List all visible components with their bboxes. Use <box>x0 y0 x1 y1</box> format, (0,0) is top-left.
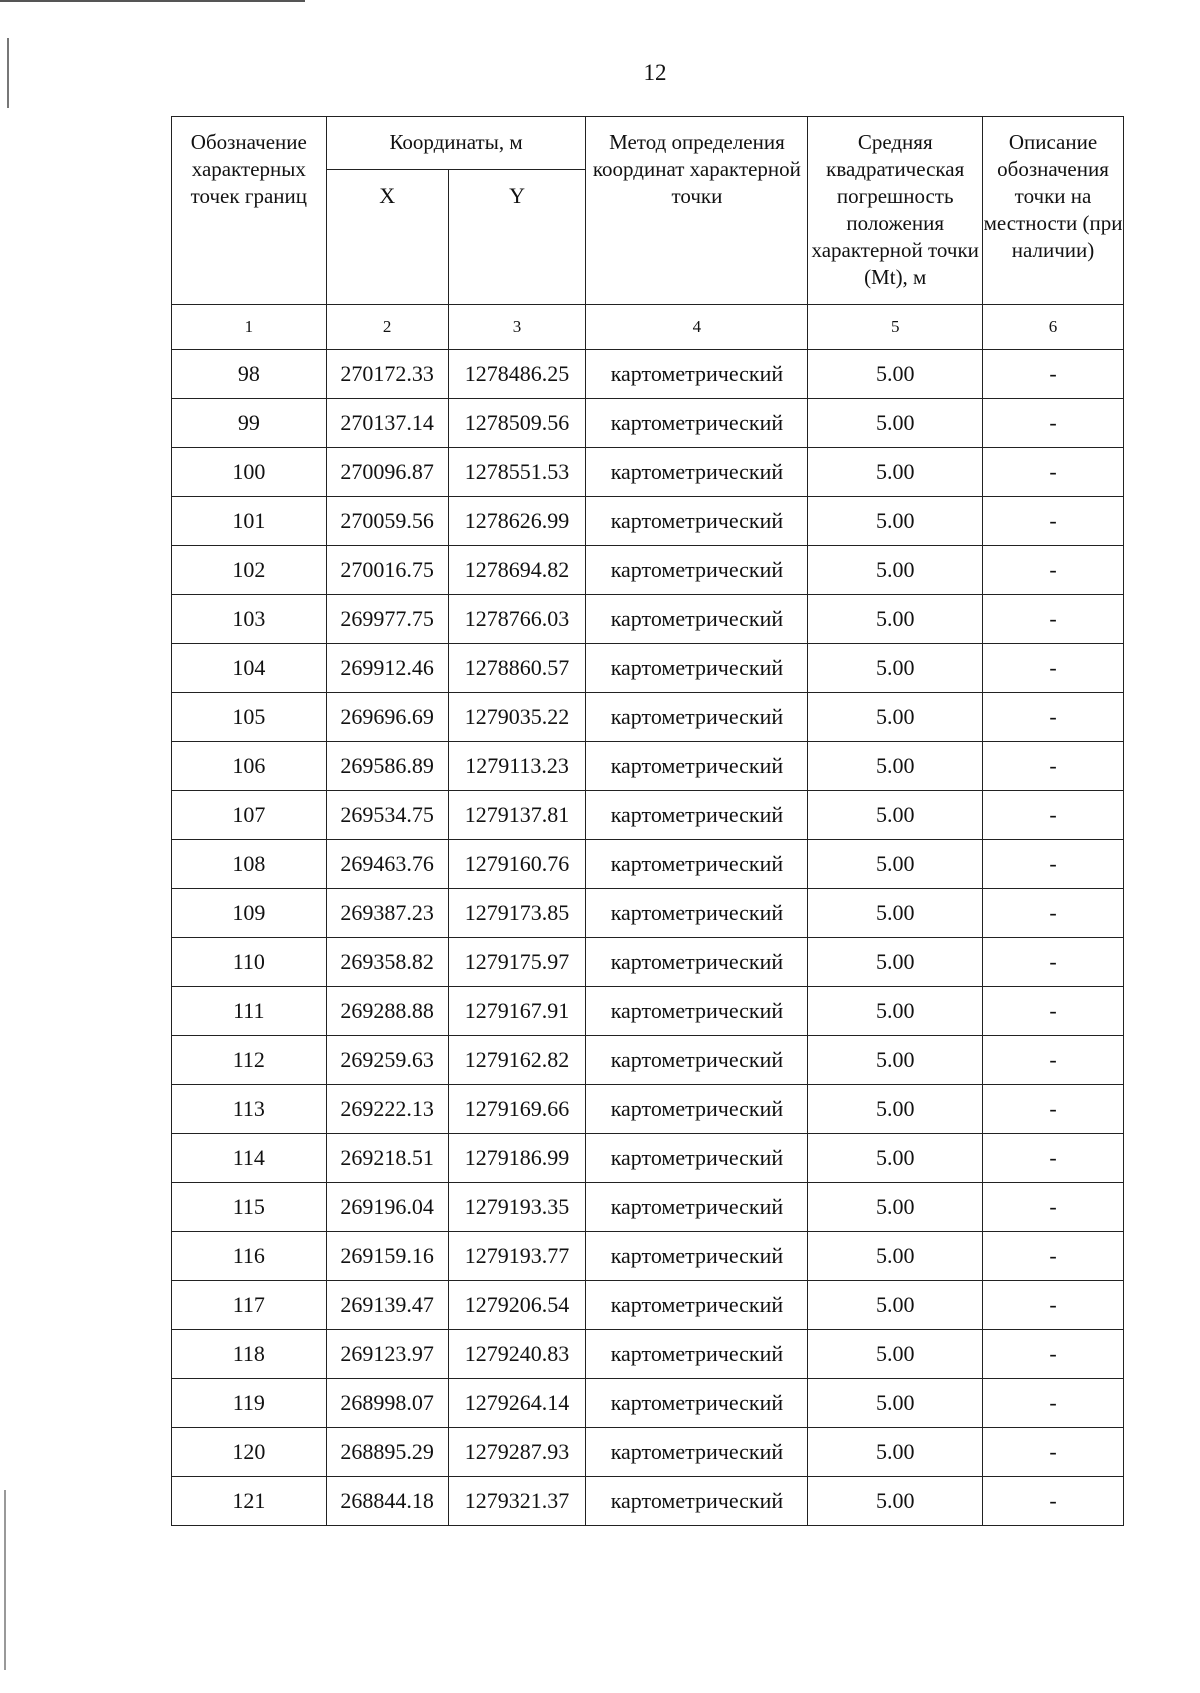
header-x: X <box>326 170 448 305</box>
cell-error: 5.00 <box>808 644 983 693</box>
cell-x: 269463.76 <box>326 840 448 889</box>
column-numbers-row <box>172 305 1124 350</box>
cell-y: 1278860.57 <box>448 644 586 693</box>
table-body <box>172 305 1124 1526</box>
cell-method: картометрический <box>586 1379 808 1428</box>
table-row <box>172 1036 1124 1085</box>
table-row <box>172 1232 1124 1281</box>
table-row <box>172 889 1124 938</box>
cell-error: 5.00 <box>808 1183 983 1232</box>
cell-point: 120 <box>172 1428 327 1477</box>
cell-method: картометрический <box>586 742 808 791</box>
cell-error: 5.00 <box>808 1330 983 1379</box>
cell-description: - <box>983 791 1124 840</box>
table-row <box>172 693 1124 742</box>
cell-point: 118 <box>172 1330 327 1379</box>
table-row <box>172 1330 1124 1379</box>
cell-method: картометрический <box>586 1232 808 1281</box>
scan-artifact-left-line-lower <box>4 1490 6 1670</box>
cell-description: - <box>983 1232 1124 1281</box>
cell-point: 110 <box>172 938 327 987</box>
cell-x: 270172.33 <box>326 350 448 399</box>
cell-description: - <box>983 840 1124 889</box>
cell-method: картометрический <box>586 693 808 742</box>
header-designation: Обозначение характерных точек границ <box>172 117 327 305</box>
cell-point: 108 <box>172 840 327 889</box>
header-method: Метод определения координат характерной точки <box>586 117 808 305</box>
cell-y: 1278551.53 <box>448 448 586 497</box>
cell-x: 270059.56 <box>326 497 448 546</box>
cell-x: 269259.63 <box>326 1036 448 1085</box>
cell-point: 104 <box>172 644 327 693</box>
cell-method: картометрический <box>586 1134 808 1183</box>
cell-error: 5.00 <box>808 399 983 448</box>
cell-error: 5.00 <box>808 1232 983 1281</box>
cell-description: - <box>983 595 1124 644</box>
cell-description: - <box>983 399 1124 448</box>
cell-y: 1279035.22 <box>448 693 586 742</box>
cell-error: 5.00 <box>808 1085 983 1134</box>
cell-y: 1279206.54 <box>448 1281 586 1330</box>
cell-description: - <box>983 693 1124 742</box>
column-number: 1 <box>172 305 327 350</box>
cell-error: 5.00 <box>808 350 983 399</box>
cell-error: 5.00 <box>808 448 983 497</box>
cell-error: 5.00 <box>808 1428 983 1477</box>
cell-point: 107 <box>172 791 327 840</box>
cell-error: 5.00 <box>808 742 983 791</box>
cell-y: 1278486.25 <box>448 350 586 399</box>
cell-y: 1279173.85 <box>448 889 586 938</box>
cell-y: 1279186.99 <box>448 1134 586 1183</box>
table-row <box>172 1477 1124 1526</box>
table-row <box>172 1134 1124 1183</box>
cell-y: 1279287.93 <box>448 1428 586 1477</box>
cell-y: 1279137.81 <box>448 791 586 840</box>
cell-x: 269222.13 <box>326 1085 448 1134</box>
cell-x: 268895.29 <box>326 1428 448 1477</box>
cell-description: - <box>983 1085 1124 1134</box>
cell-method: картометрический <box>586 1477 808 1526</box>
table-row <box>172 448 1124 497</box>
cell-error: 5.00 <box>808 889 983 938</box>
cell-x: 269358.82 <box>326 938 448 987</box>
table-row <box>172 546 1124 595</box>
cell-y: 1279264.14 <box>448 1379 586 1428</box>
table-row <box>172 350 1124 399</box>
cell-point: 105 <box>172 693 327 742</box>
scan-artifact-top-line <box>0 0 305 2</box>
cell-y: 1279175.97 <box>448 938 586 987</box>
cell-description: - <box>983 1036 1124 1085</box>
cell-method: картометрический <box>586 889 808 938</box>
cell-method: картометрический <box>586 987 808 1036</box>
cell-description: - <box>983 1477 1124 1526</box>
cell-description: - <box>983 1183 1124 1232</box>
cell-y: 1278509.56 <box>448 399 586 448</box>
cell-point: 98 <box>172 350 327 399</box>
table-row <box>172 1085 1124 1134</box>
table-row <box>172 644 1124 693</box>
cell-point: 113 <box>172 1085 327 1134</box>
cell-x: 270096.87 <box>326 448 448 497</box>
table-row <box>172 595 1124 644</box>
cell-method: картометрический <box>586 546 808 595</box>
cell-method: картометрический <box>586 1183 808 1232</box>
cell-description: - <box>983 1379 1124 1428</box>
cell-x: 269586.89 <box>326 742 448 791</box>
cell-point: 103 <box>172 595 327 644</box>
table-row <box>172 840 1124 889</box>
cell-description: - <box>983 1281 1124 1330</box>
cell-y: 1278626.99 <box>448 497 586 546</box>
cell-point: 111 <box>172 987 327 1036</box>
cell-x: 269159.16 <box>326 1232 448 1281</box>
cell-error: 5.00 <box>808 1477 983 1526</box>
cell-point: 114 <box>172 1134 327 1183</box>
cell-method: картометрический <box>586 840 808 889</box>
cell-error: 5.00 <box>808 987 983 1036</box>
column-number: 3 <box>448 305 586 350</box>
cell-description: - <box>983 1134 1124 1183</box>
cell-error: 5.00 <box>808 595 983 644</box>
cell-method: картометрический <box>586 595 808 644</box>
cell-description: - <box>983 1330 1124 1379</box>
cell-description: - <box>983 1428 1124 1477</box>
cell-x: 270016.75 <box>326 546 448 595</box>
cell-point: 116 <box>172 1232 327 1281</box>
cell-error: 5.00 <box>808 693 983 742</box>
header-y: Y <box>448 170 586 305</box>
cell-y: 1278766.03 <box>448 595 586 644</box>
cell-description: - <box>983 987 1124 1036</box>
cell-error: 5.00 <box>808 1379 983 1428</box>
cell-description: - <box>983 889 1124 938</box>
cell-method: картометрический <box>586 1330 808 1379</box>
table-row <box>172 399 1124 448</box>
cell-y: 1278694.82 <box>448 546 586 595</box>
cell-y: 1279193.35 <box>448 1183 586 1232</box>
table-row <box>172 987 1124 1036</box>
cell-method: картометрический <box>586 1428 808 1477</box>
cell-x: 269139.47 <box>326 1281 448 1330</box>
cell-method: картометрический <box>586 399 808 448</box>
cell-point: 112 <box>172 1036 327 1085</box>
table-row <box>172 497 1124 546</box>
cell-point: 101 <box>172 497 327 546</box>
cell-x: 269288.88 <box>326 987 448 1036</box>
cell-x: 269912.46 <box>326 644 448 693</box>
cell-point: 106 <box>172 742 327 791</box>
cell-method: картометрический <box>586 448 808 497</box>
table-row <box>172 1379 1124 1428</box>
cell-x: 270137.14 <box>326 399 448 448</box>
cell-description: - <box>983 497 1124 546</box>
cell-method: картометрический <box>586 1085 808 1134</box>
cell-method: картометрический <box>586 350 808 399</box>
cell-x: 269218.51 <box>326 1134 448 1183</box>
cell-error: 5.00 <box>808 497 983 546</box>
cell-point: 117 <box>172 1281 327 1330</box>
cell-point: 109 <box>172 889 327 938</box>
cell-method: картометрический <box>586 497 808 546</box>
cell-x: 269534.75 <box>326 791 448 840</box>
cell-point: 99 <box>172 399 327 448</box>
cell-point: 100 <box>172 448 327 497</box>
page-number: 12 <box>643 60 667 85</box>
cell-error: 5.00 <box>808 938 983 987</box>
cell-description: - <box>983 350 1124 399</box>
coordinates-table <box>171 116 1124 1526</box>
table-row <box>172 938 1124 987</box>
cell-x: 268844.18 <box>326 1477 448 1526</box>
cell-y: 1279113.23 <box>448 742 586 791</box>
header-error: Средняя квадратическая погрешность положения характерной точки (Mt), м <box>808 117 983 305</box>
cell-point: 102 <box>172 546 327 595</box>
cell-y: 1279193.77 <box>448 1232 586 1281</box>
cell-error: 5.00 <box>808 1281 983 1330</box>
cell-description: - <box>983 742 1124 791</box>
cell-method: картометрический <box>586 1281 808 1330</box>
cell-point: 115 <box>172 1183 327 1232</box>
cell-y: 1279321.37 <box>448 1477 586 1526</box>
header-coordinates: Координаты, м <box>326 117 586 170</box>
cell-y: 1279169.66 <box>448 1085 586 1134</box>
cell-method: картометрический <box>586 644 808 693</box>
cell-error: 5.00 <box>808 546 983 595</box>
cell-x: 269696.69 <box>326 693 448 742</box>
table-row <box>172 791 1124 840</box>
cell-error: 5.00 <box>808 791 983 840</box>
header-description: Описание обозначения точки на местности (при наличии) <box>983 117 1124 305</box>
cell-x: 268998.07 <box>326 1379 448 1428</box>
cell-point: 119 <box>172 1379 327 1428</box>
column-number: 6 <box>983 305 1124 350</box>
cell-x: 269977.75 <box>326 595 448 644</box>
cell-method: картометрический <box>586 938 808 987</box>
cell-x: 269196.04 <box>326 1183 448 1232</box>
coordinates-table-container <box>171 116 1124 1526</box>
table-row <box>172 1183 1124 1232</box>
cell-description: - <box>983 448 1124 497</box>
cell-description: - <box>983 644 1124 693</box>
column-number: 2 <box>326 305 448 350</box>
cell-point: 121 <box>172 1477 327 1526</box>
table-row <box>172 742 1124 791</box>
cell-x: 269387.23 <box>326 889 448 938</box>
column-number: 5 <box>808 305 983 350</box>
cell-y: 1279160.76 <box>448 840 586 889</box>
cell-description: - <box>983 938 1124 987</box>
cell-y: 1279167.91 <box>448 987 586 1036</box>
cell-y: 1279162.82 <box>448 1036 586 1085</box>
table-row <box>172 1281 1124 1330</box>
cell-description: - <box>983 546 1124 595</box>
column-number: 4 <box>586 305 808 350</box>
cell-error: 5.00 <box>808 1036 983 1085</box>
cell-y: 1279240.83 <box>448 1330 586 1379</box>
cell-error: 5.00 <box>808 840 983 889</box>
cell-method: картометрический <box>586 1036 808 1085</box>
cell-error: 5.00 <box>808 1134 983 1183</box>
cell-method: картометрический <box>586 791 808 840</box>
table-row <box>172 1428 1124 1477</box>
cell-x: 269123.97 <box>326 1330 448 1379</box>
